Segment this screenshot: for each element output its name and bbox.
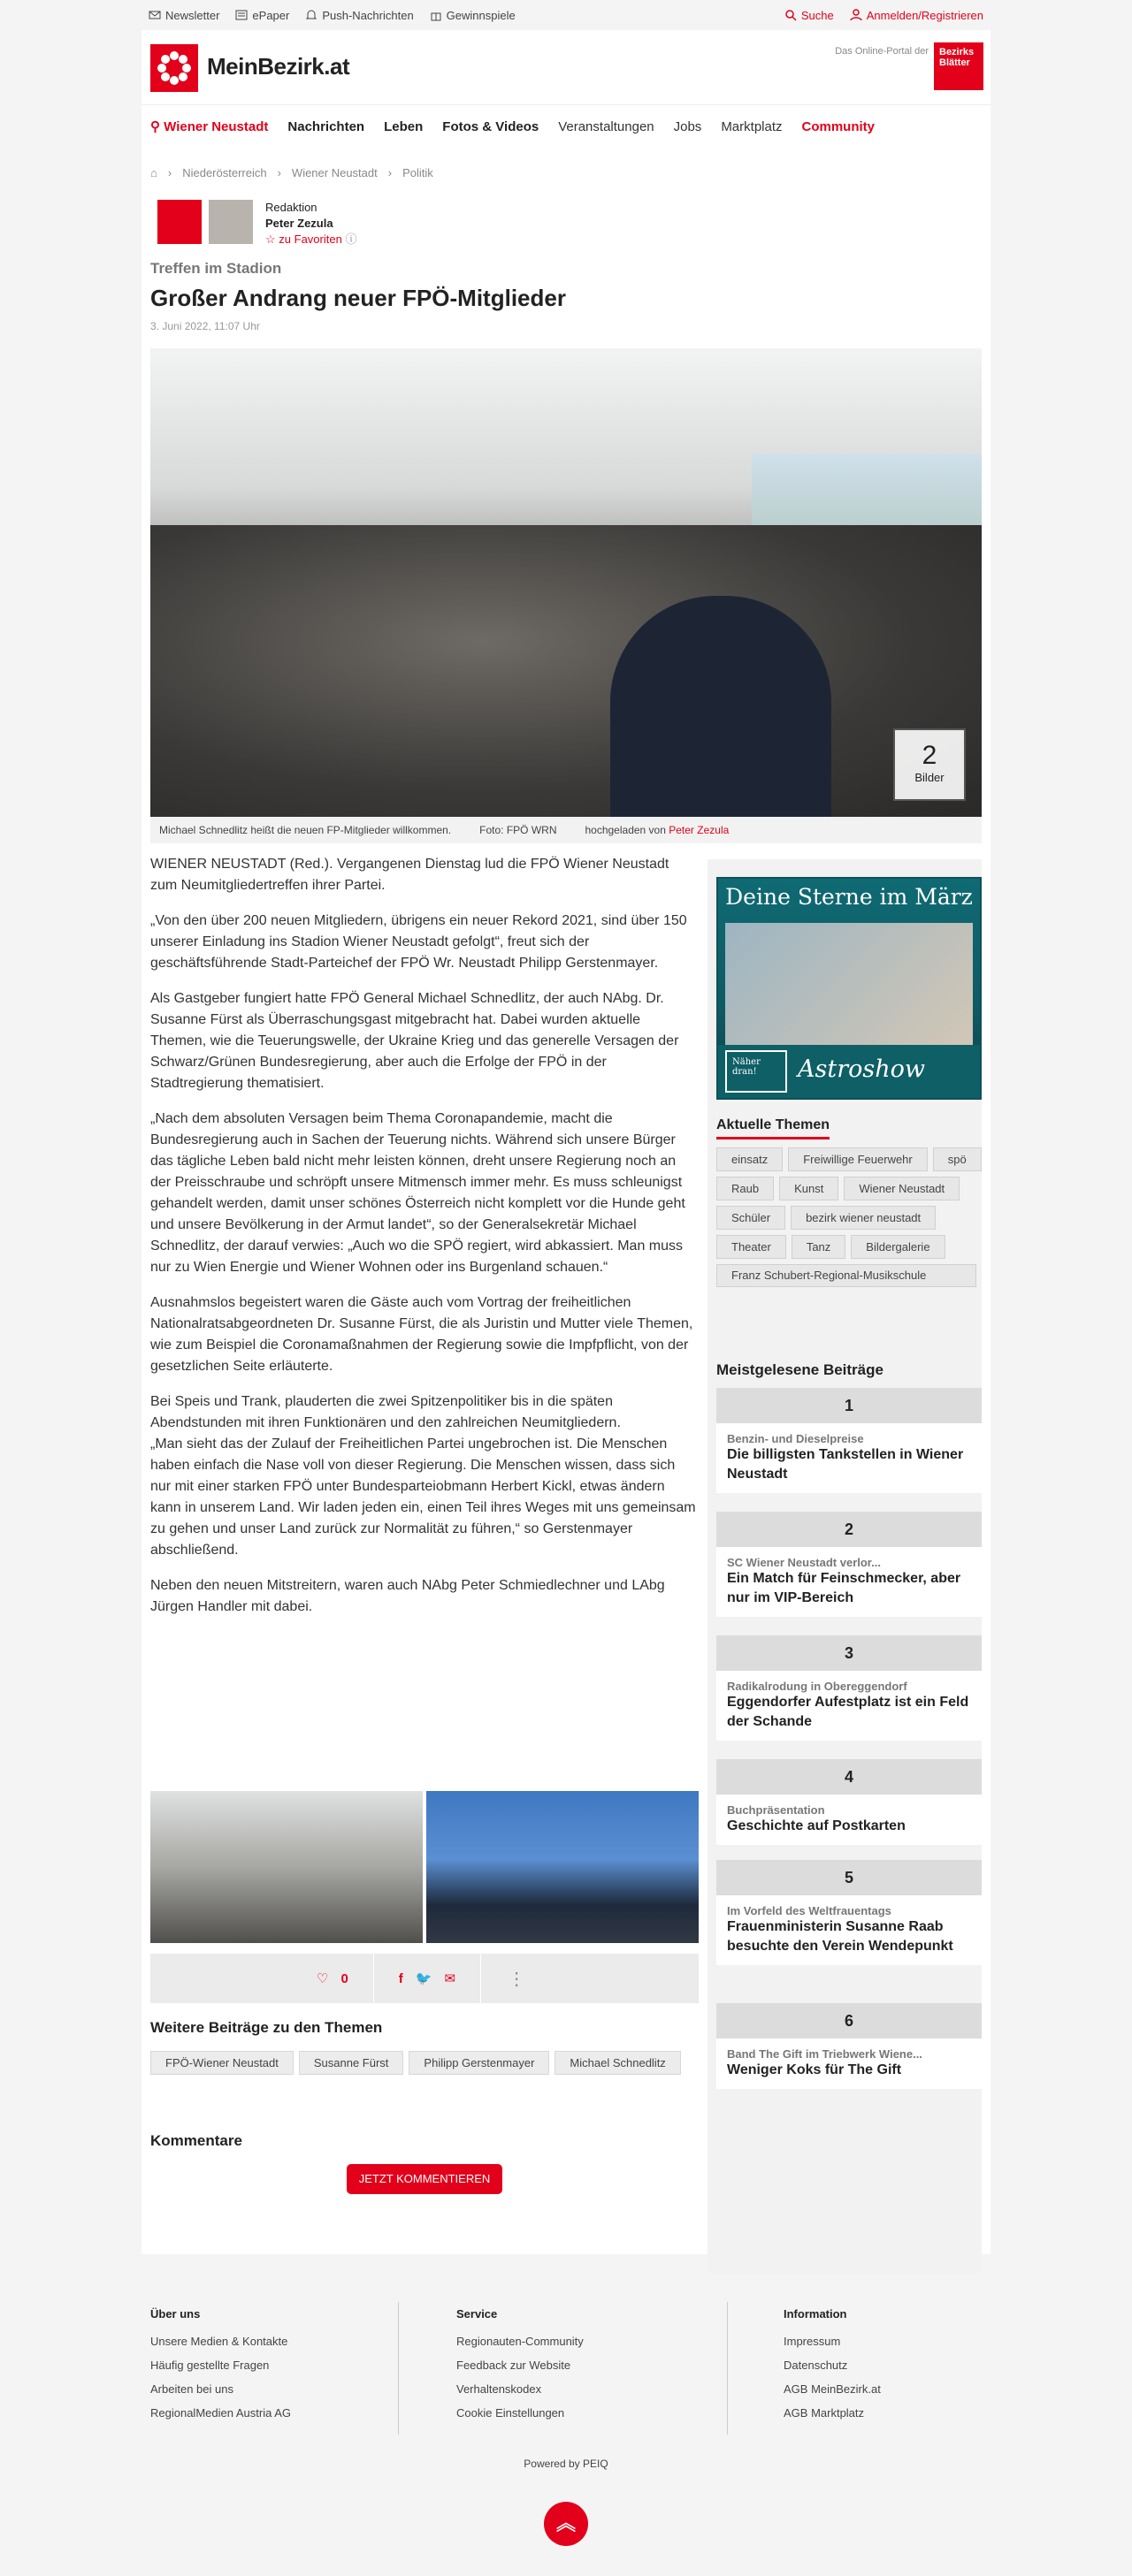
footer-link[interactable]: Feedback zur Website	[456, 2359, 571, 2372]
topic-tag[interactable]: Philipp Gerstenmayer	[409, 2051, 549, 2075]
location-icon: ⚲	[150, 119, 160, 134]
gallery-image[interactable]	[150, 1791, 423, 1943]
author-avatar[interactable]	[209, 200, 253, 244]
nav-item-nachrichten[interactable]: Nachrichten	[287, 118, 365, 134]
footer-link[interactable]: Arbeiten bei uns	[150, 2382, 233, 2396]
login-link[interactable]: Anmelden/Registrieren	[850, 9, 983, 22]
user-icon	[850, 9, 862, 21]
tagline: Das Online-Portal der	[835, 46, 929, 57]
gift-icon	[430, 9, 442, 21]
bell-icon	[305, 9, 317, 21]
topic-tag[interactable]: FPÖ-Wiener Neustadt	[150, 2051, 294, 2075]
main-nav	[142, 104, 990, 147]
most-read-item[interactable]: 3 Radikalrodung in Obereggendorf Eggendorfer Aufestplatz ist ein Feld der Schande	[716, 1635, 982, 1741]
astroshow-ad[interactable]: Deine Sterne im März Näher dran! Astroshow	[716, 877, 982, 1100]
nav-item-leben[interactable]: Leben	[384, 118, 424, 134]
author-name[interactable]: Peter Zezula	[265, 217, 333, 230]
nav-item-wiener-neustadt[interactable]: ⚲ Wiener Neustadt	[150, 119, 269, 134]
most-read-item[interactable]: 4 Buchpräsentation Geschichte auf Postkarten	[716, 1759, 982, 1845]
uploader-link[interactable]: Peter Zezula	[669, 824, 730, 836]
logo-icon[interactable]	[150, 44, 198, 92]
topic-chip[interactable]: Theater	[716, 1235, 786, 1259]
topic-chip[interactable]: bezirk wiener neustadt	[791, 1206, 936, 1230]
comments-heading: Kommentare	[150, 2132, 242, 2149]
push-link[interactable]: Push-Nachrichten	[305, 9, 413, 22]
topic-chip[interactable]: Schüler	[716, 1206, 785, 1230]
topic-chip[interactable]: einsatz	[716, 1147, 783, 1171]
footer-link[interactable]: Cookie Einstellungen	[456, 2406, 565, 2420]
topic-chip[interactable]: Raub	[716, 1177, 774, 1200]
footer-link[interactable]: Impressum	[784, 2335, 841, 2348]
home-icon[interactable]: ⌂	[150, 166, 157, 179]
topic-tag[interactable]: Michael Schnedlitz	[555, 2051, 680, 2075]
footer-link[interactable]: Regionauten-Community	[456, 2335, 584, 2348]
topic-chip[interactable]: Tanz	[792, 1235, 845, 1259]
gewinnspiele-link[interactable]: Gewinnspiele	[430, 9, 516, 22]
more-options-icon[interactable]: ⋮	[508, 1969, 526, 1989]
ad-image	[725, 923, 973, 1047]
favorite-button[interactable]: ☆ zu Favoriten ⓘ	[265, 232, 357, 246]
mail-icon	[149, 9, 161, 21]
bezirksblaetter-logo[interactable]: Bezirks Blätter	[934, 42, 983, 90]
most-read-item[interactable]: 5 Im Vorfeld des Weltfrauentags Frauenministerin Susanne Raab besuchte den Verein Wendepunkt	[716, 1860, 982, 1965]
footer-col-about: Über uns Unsere Medien & Kontakte Häufig gestellte Fragen Arbeiten bei uns RegionalMedien Austria AG	[150, 2302, 291, 2425]
footer-link[interactable]: AGB Marktplatz	[784, 2406, 865, 2420]
gallery-counter[interactable]: 2 Bilder	[893, 728, 966, 801]
heart-icon: ♡	[317, 1971, 329, 1986]
most-read-heading: Meistgelesene Beiträge	[716, 1361, 883, 1378]
hero-image[interactable]	[150, 348, 982, 817]
topic-chip[interactable]: Wiener Neustadt	[844, 1177, 960, 1200]
topic-tag[interactable]: Susanne Fürst	[299, 2051, 404, 2075]
site-header	[142, 30, 990, 104]
footer-link[interactable]: Unsere Medien & Kontakte	[150, 2335, 288, 2348]
footer-link[interactable]: Datenschutz	[784, 2359, 848, 2372]
topic-chip[interactable]: Kunst	[779, 1177, 838, 1200]
topic-chip[interactable]: Bildergalerie	[851, 1235, 945, 1259]
twitter-icon[interactable]: 🐦	[415, 1971, 432, 1986]
topic-chip[interactable]: Franz Schubert-Regional-Musikschule	[716, 1264, 976, 1287]
main-content	[142, 147, 990, 2254]
newspaper-icon	[235, 9, 248, 21]
site-logo-text[interactable]: MeinBezirk.at	[207, 53, 350, 80]
search-link[interactable]: Suche	[784, 9, 834, 22]
gallery-image[interactable]	[426, 1791, 699, 1943]
footer-link[interactable]: RegionalMedien Austria AG	[150, 2406, 291, 2420]
nav-item-fotos-videos[interactable]: Fotos & Videos	[442, 118, 539, 134]
article-date: 3. Juni 2022, 11:07 Uhr	[150, 320, 260, 332]
image-caption: Michael Schnedlitz heißt die neuen FP-Mitglieder willkommen. Foto: FPÖ WRN hochgeladen von Peter Zezula	[150, 817, 982, 843]
sidebar	[708, 859, 982, 2274]
footer-col-information: Information Impressum Datenschutz AGB MeinBezirk.at AGB Marktplatz	[784, 2302, 881, 2425]
ad-brand: Näher dran!	[725, 1050, 787, 1093]
related-tags	[150, 2051, 699, 2075]
image-gallery	[150, 1791, 699, 1943]
author-role: Redaktion	[265, 201, 317, 214]
most-read-item[interactable]: 2 SC Wiener Neustadt verlor... Ein Match für Feinschmecker, aber nur im VIP-Bereich	[716, 1512, 982, 1617]
footer-link[interactable]: Häufig gestellte Fragen	[150, 2359, 270, 2372]
scroll-top-icon[interactable]: ︽	[544, 2502, 588, 2546]
most-read-item[interactable]: 6 Band The Gift im Triebwerk Wiene... Weniger Koks für The Gift	[716, 2003, 982, 2089]
footer-link[interactable]: Verhaltenskodex	[456, 2382, 542, 2396]
social-bar	[150, 1954, 699, 2003]
article-body: WIENER NEUSTADT (Red.). Vergangenen Dienstag lud die FPÖ Wiener Neustadt zum Neumitgliedertreffen ihrer Partei. „Von den über 200 neuen Mitgliedern, übrigens ein neuer Rekord 2021, sind über 150 unserer Einladung ins Stadion Wiener Neustadt gefolgt“, freut sich der geschäftsführende Stadt-Parteichef der FPÖ Wr. Neustadt Philipp Gerstenmayer. Als Gastgeber fungiert hatte FPÖ General Michael Schnedlitz, der auch NAbg. Dr. Susanne Fürst als Überraschungsgast mitgebracht hat. Dabei wurden aktuelle Themen, wie die Teuerungswelle, der Ukraine Krieg und das generelle Versagen der Schwarz/Grünen Bundesregierung, aber auch die Erfolge der FPÖ in der Stadtregierung thematisiert. „Nach dem absoluten Versagen beim Thema Coronapandemie, macht die Bundesregierung auch in Sachen der Teuerung nichts. Während sich unsere Bürger das tägliche Leben bald nicht mehr leisten können, dreht unsere Regierung noch an der Preisschraube und schröpft unsere Mitmensch immer mehr. Es muss schleunigst gehandelt werden, damit unser schönes Österreich nicht komplett vor die Hunde geht und unsere Bevölkerung in der Armut landet“, so der Generalsekretär Michael Schnedlitz, der darauf verwies: „Auch wo die SPÖ regiert, wird abkassiert. Man muss nur zu Wien Energie und Wiener Wohnen oder ins Burgenland schauen.“ Ausnahmslos begeistert waren die Gäste auch vom Vortrag der freiheitlichen Nationalratsabgeordneten Dr. Susanne Fürst, die als Juristin und Mutter viele Themen, wie zum Beispiel die Coronamaßnahmen der Regierung sowie die Impfpflicht, von der gesetzlichen Seite erläuterte. Bei Speis und Trank, plauderten die zwei Spitzenpolitiker bis in die späten Abendstunden mit ihren Funktionären und den zahlreichen Neumitgliedern. „Man sieht das der Zulauf der Freiheitlichen Partei ungebrochen ist. Die Menschen haben einfach die Nase voll von dieser Regierung. Die Menschen wissen, dass sich nur mit einer starken FPÖ unter Bundesparteiobmann Herbert Kickl, etwas ändern kann in unserem Land. Wir laden jeden ein, einen Teil ihres Weges mit uns gemeinsam zu gehen und unser Land zurück zur Normalität zu führen,“ so Gerstenmayer abschließend. Neben den neuen Mitstreitern, waren auch NAbg Peter Schmiedlechner und LAbg Jürgen Handler mit dabei.	[150, 857, 696, 1614]
epaper-link[interactable]: ePaper	[235, 9, 289, 22]
article-title: Großer Andrang neuer FPÖ-Mitglieder	[150, 285, 566, 311]
mail-share-icon[interactable]: ✉	[444, 1971, 456, 1986]
most-read-item[interactable]: 1 Benzin- und Dieselpreise Die billigsten Tankstellen in Wiener Neustadt	[716, 1388, 982, 1493]
nav-item-veranstaltungen[interactable]: Veranstaltungen	[558, 118, 654, 134]
like-button[interactable]: ♡ 0	[292, 1954, 374, 2003]
publisher-avatar[interactable]	[157, 200, 202, 244]
topic-chip[interactable]: spö	[933, 1147, 982, 1171]
topic-chip[interactable]: Freiwillige Feuerwehr	[788, 1147, 928, 1171]
breadcrumb-item[interactable]: Wiener Neustadt	[291, 166, 378, 179]
search-icon	[784, 9, 797, 21]
nav-item-marktplatz[interactable]: Marktplatz	[721, 118, 783, 134]
related-topics-heading: Weitere Beiträge zu den Themen	[150, 2019, 383, 2036]
current-topics	[716, 1147, 982, 1287]
facebook-icon[interactable]: f	[398, 1970, 403, 1986]
breadcrumb-item[interactable]: Politik	[402, 166, 433, 179]
breadcrumb-item[interactable]: Niederösterreich	[182, 166, 267, 179]
info-icon[interactable]: ⓘ	[345, 232, 357, 246]
footer-col-service: Service Regionauten-Community Feedback zur Website Verhaltenskodex Cookie Einstellungen	[456, 2302, 584, 2425]
article-kicker: Treffen im Stadion	[150, 260, 282, 277]
newsletter-link[interactable]: Newsletter	[149, 9, 219, 22]
comment-button[interactable]: JETZT KOMMENTIEREN	[347, 2164, 502, 2194]
nav-item-community[interactable]: Community	[801, 118, 875, 134]
powered-by: Powered by PEIQ	[524, 2458, 608, 2470]
nav-item-jobs[interactable]: Jobs	[673, 118, 702, 134]
author-box	[157, 200, 356, 248]
star-icon: ☆	[265, 232, 276, 246]
footer-link[interactable]: AGB MeinBezirk.at	[784, 2382, 881, 2396]
utility-bar	[0, 0, 1132, 30]
current-topics-heading: Aktuelle Themen	[716, 1117, 830, 1139]
breadcrumb: ⌂ › Niederösterreich › Wiener Neustadt › Politik	[150, 166, 433, 179]
